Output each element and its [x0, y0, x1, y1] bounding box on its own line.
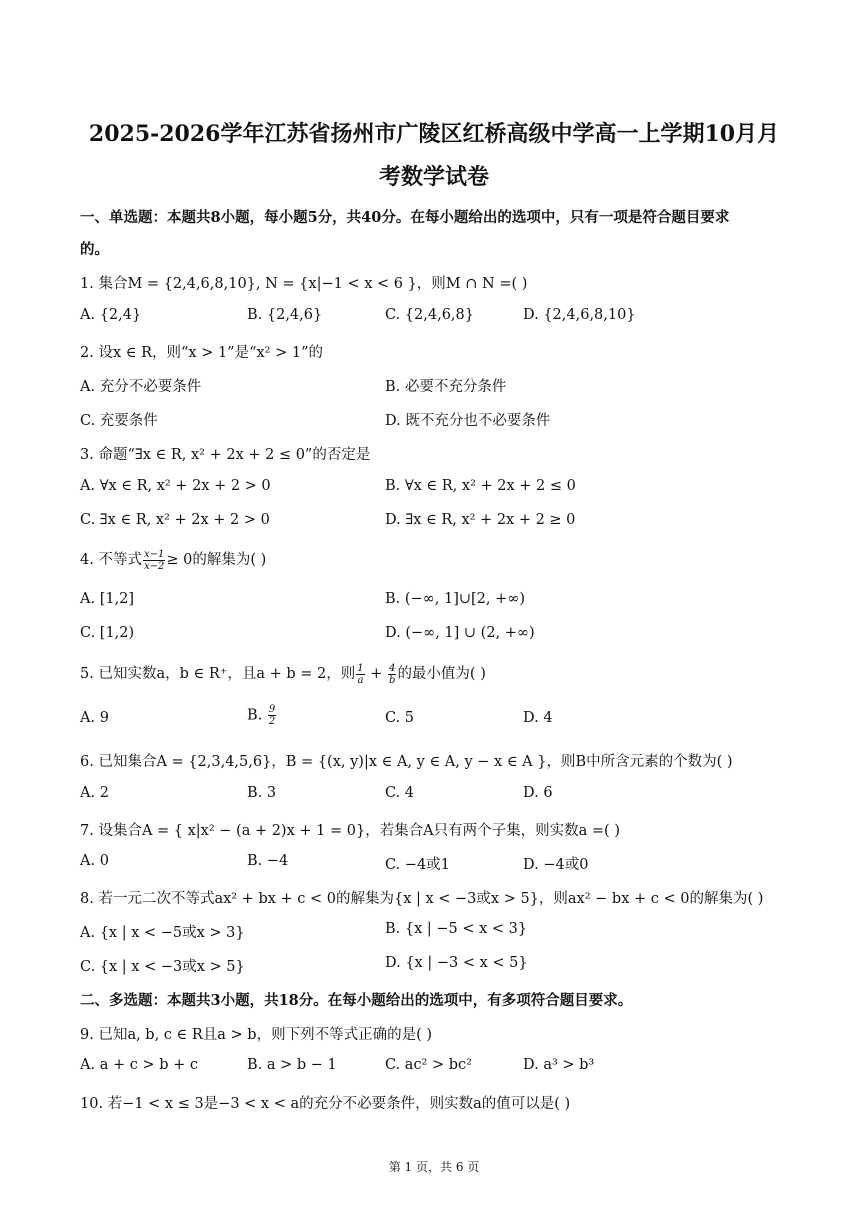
- question-2-option-a: A. 充分不必要条件: [80, 379, 202, 395]
- question-5-option-b-denominator: 2: [268, 716, 276, 727]
- title-line-2: 考数学试卷: [378, 164, 489, 190]
- question-7-option-a: A. 0: [80, 853, 109, 869]
- question-10-stem: 10. 若−1 < x ≤ 3是−3 < x < a的充分不必要条件，则实数a的值可以是( ): [80, 1096, 571, 1112]
- question-7-stem: 7. 设集合A = { x|x² − (a + 2)x + 1 = 0}，若集合A只有两个子集，则实数a =( ): [80, 823, 620, 839]
- question-5-fraction-1-denominator: a: [357, 674, 364, 686]
- section-1-heading: 一、单选题：本题共8小题，每小题5分，共40分。在每小题给出的选项中，只有一项是符合题目要求: [80, 209, 730, 226]
- question-2-option-c: C. 充要条件: [80, 413, 158, 429]
- question-5-option-c: C. 5: [385, 710, 415, 726]
- question-9-stem: 9. 已知a, b, c ∈ R且a > b，则下列不等式正确的是( ): [80, 1027, 433, 1043]
- question-5-fraction-2-numerator: 4: [389, 662, 396, 674]
- question-9-option-a: A. a + c > b + c: [80, 1057, 198, 1073]
- question-5-fraction-2: [388, 663, 396, 686]
- question-5-option-b-label: B.: [247, 707, 267, 724]
- question-1-option-d: D. {2,4,6,8,10}: [523, 307, 636, 323]
- question-9-option-d: D. a³ > b³: [523, 1057, 595, 1073]
- question-5-fraction-2-denominator: b: [389, 674, 396, 686]
- question-1-option-c: C. {2,4,6,8}: [385, 307, 474, 323]
- question-5-stem-pre: 5. 已知实数a，b ∈ R⁺，且a + b = 2，则: [80, 666, 356, 682]
- question-4-stem: [80, 548, 266, 572]
- question-5-fraction-1: [356, 663, 364, 686]
- question-2-stem: 2. 设x ∈ R，则“x > 1”是“x² > 1”的: [80, 345, 323, 361]
- question-3-option-c: C. ∃x ∈ R, x² + 2x + 2 > 0: [80, 512, 270, 528]
- question-3-stem: 3. 命题“∃x ∈ R, x² + 2x + 2 ≤ 0”的否定是: [80, 447, 371, 463]
- question-5-plus: +: [365, 666, 388, 682]
- question-6-option-b: B. 3: [247, 785, 277, 801]
- section-2-heading: 二、多选题：本题共3小题，共18分。在每小题给出的选项中，有多项符合题目要求。: [80, 992, 633, 1009]
- question-6-option-d: D. 6: [523, 785, 553, 801]
- question-1-option-b: B. {2,4,6}: [247, 307, 323, 323]
- question-7-option-d: D. −4或0: [523, 857, 589, 873]
- question-7-option-c: C. −4或1: [385, 857, 450, 873]
- page-footer: 第 1 页，共 6 页: [388, 1160, 480, 1174]
- question-4-option-a: A. [1,2]: [80, 591, 135, 607]
- section-1-heading-cont: 的。: [80, 241, 109, 258]
- question-4-stem-pre: 4. 不等式: [80, 552, 142, 568]
- question-8-option-a: A. {x | x < −5或x > 3}: [80, 925, 245, 941]
- question-2-option-d: D. 既不充分也不必要条件: [385, 413, 551, 429]
- question-8-stem: 8. 若一元二次不等式ax² + bx + c < 0的解集为{x | x < −3或x > 5}，则ax² − bx + c < 0的解集为( ): [80, 891, 764, 907]
- title-line-1: 2025-2026学年江苏省扬州市广陵区红桥高级中学高一上学期10月月: [88, 121, 780, 147]
- question-3-option-d: D. ∃x ∈ R, x² + 2x + 2 ≥ 0: [385, 512, 576, 528]
- question-4-fraction-denominator: x−2: [143, 560, 165, 572]
- question-5-fraction-1-numerator: 1: [357, 662, 364, 674]
- question-4-option-d: D. (−∞, 1] ∪ (2, +∞): [385, 625, 535, 641]
- question-3-option-a: A. ∀x ∈ R, x² + 2x + 2 > 0: [80, 478, 271, 494]
- question-8-option-d: D. {x | −3 < x < 5}: [385, 955, 528, 971]
- question-8-option-c: C. {x | x < −3或x > 5}: [80, 959, 245, 975]
- question-5-option-a: A. 9: [80, 710, 109, 726]
- question-1-option-a: A. {2,4}: [80, 307, 142, 323]
- question-7-option-b: B. −4: [247, 853, 289, 869]
- question-2-option-b: B. 必要不充分条件: [385, 379, 507, 395]
- question-6-stem: 6. 已知集合A = {2,3,4,5,6}，B = {(x, y)|x ∈ A, y ∈ A, y − x ∈ A }，则B中所含元素的个数为( ): [80, 754, 733, 770]
- question-9-option-b: B. a > b − 1: [247, 1057, 337, 1073]
- question-6-option-c: C. 4: [385, 785, 415, 801]
- question-9-option-c: C. ac² > bc²: [385, 1057, 472, 1073]
- question-4-fraction: [143, 549, 165, 572]
- question-5-stem: [80, 662, 486, 686]
- question-4-stem-post: ≥ 0的解集为( ): [166, 552, 267, 568]
- question-4-option-c: C. [1,2): [80, 625, 135, 641]
- question-5-option-b-numerator: 9: [268, 704, 276, 715]
- question-6-option-a: A. 2: [80, 785, 109, 801]
- question-5-option-d: D. 4: [523, 710, 553, 726]
- question-5-option-b: [247, 704, 277, 727]
- question-5-stem-post: 的最小值为( ): [397, 666, 486, 682]
- question-5-option-b-fraction: [268, 704, 276, 727]
- question-3-option-b: B. ∀x ∈ R, x² + 2x + 2 ≤ 0: [385, 478, 576, 494]
- question-8-option-b: B. {x | −5 < x < 3}: [385, 921, 528, 937]
- question-4-fraction-numerator: x−1: [143, 548, 165, 560]
- question-4-option-b: B. (−∞, 1]∪[2, +∞): [385, 591, 525, 607]
- question-1-stem: 1. 集合M = {2,4,6,8,10}, N = {x|−1 < x < 6 }，则M ∩ N =( ): [80, 276, 528, 292]
